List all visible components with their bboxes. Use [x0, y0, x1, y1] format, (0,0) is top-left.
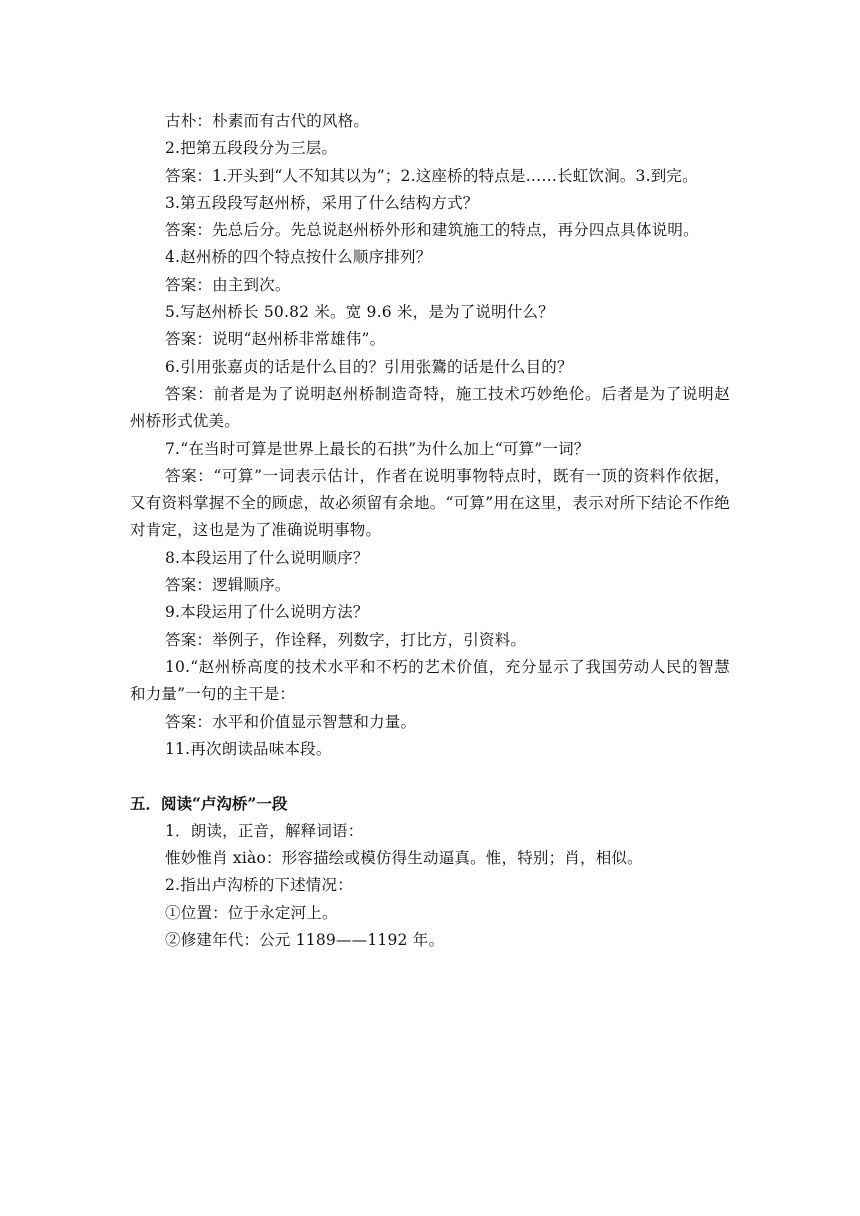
section-location: ①位置：位于永定河上。: [165, 903, 338, 922]
answer-10: 答案：水平和价值显示智慧和力量。: [165, 712, 417, 731]
question-6: 6.引用张嘉贞的话是什么目的？引用张鷟的话是什么目的？: [165, 357, 573, 376]
answer-4: 答案：由主到次。: [165, 275, 291, 294]
question-2: 2.把第五段段分为三层。: [165, 139, 338, 158]
section-item-1: 1．朗读，正音，解释词语：: [165, 821, 364, 840]
question-4: 4.赵州桥的四个特点按什么顺序排列？: [165, 248, 432, 267]
question-7: 7.“在当时可算是世界上最长的石拱”为什么加上“可算”一词？: [165, 439, 590, 458]
answer-5: 答案：说明“赵州桥非常雄伟”。: [165, 330, 386, 349]
section-heading: 五．阅读“卢沟桥”一段: [130, 794, 288, 814]
question-8: 8.本段运用了什么说明顺序？: [165, 548, 369, 567]
question-11: 11.再次朗读品味本段。: [165, 739, 332, 758]
section-item-2: 2.指出卢沟桥的下述情况：: [165, 876, 353, 895]
document-body: [130, 108, 730, 954]
answer-6: 答案：前者是为了说明赵州桥制造奇特，施工技术巧妙绝伦。后者是为了说明赵州桥形式优美。: [130, 384, 730, 431]
section-spacer: [130, 763, 730, 790]
answer-9: 答案：举例子，作诠释，列数字，打比方，引资料。: [165, 630, 527, 649]
question-9: 9.本段运用了什么说明方法？: [165, 603, 369, 622]
answer-3: 答案：先总后分。先总说赵州桥外形和建筑施工的特点，再分四点具体说明。: [165, 221, 699, 240]
answer-7: 答案：“可算”一词表示估计，作者在说明事物特点时，既有一顶的资料作依据，又有资料掌握不全的顾虑，故必须留有余地。“可算”用在这里，表示对所下结论不作绝对肯定，这也是为了准确说明事物。: [130, 466, 730, 540]
answer-8: 答案：逻辑顺序。: [165, 576, 291, 595]
question-3: 3.第五段段写赵州桥，采用了什么结构方式？: [165, 193, 479, 212]
section-definition: 惟妙惟肖 xiào：形容描绘或模仿得生动逼真。惟，特别；肖，相似。: [165, 849, 643, 868]
question-10: 10.“赵州桥高度的技术水平和不朽的艺术价值，充分显示了我国劳动人民的智慧和力量”一句的主干是：: [130, 657, 730, 704]
answer-2: 答案：1.开头到“人不知其以为”；2.这座桥的特点是……长虹饮涧。3.到完。: [165, 166, 698, 185]
question-5: 5.写赵州桥长 50.82 米。宽 9.6 米，是为了说明什么？: [165, 303, 554, 322]
paragraph-definition: 古朴：朴素而有古代的风格。: [165, 112, 370, 130]
section-build-years: ②修建年代：公元 1189——1192 年。: [165, 930, 445, 949]
